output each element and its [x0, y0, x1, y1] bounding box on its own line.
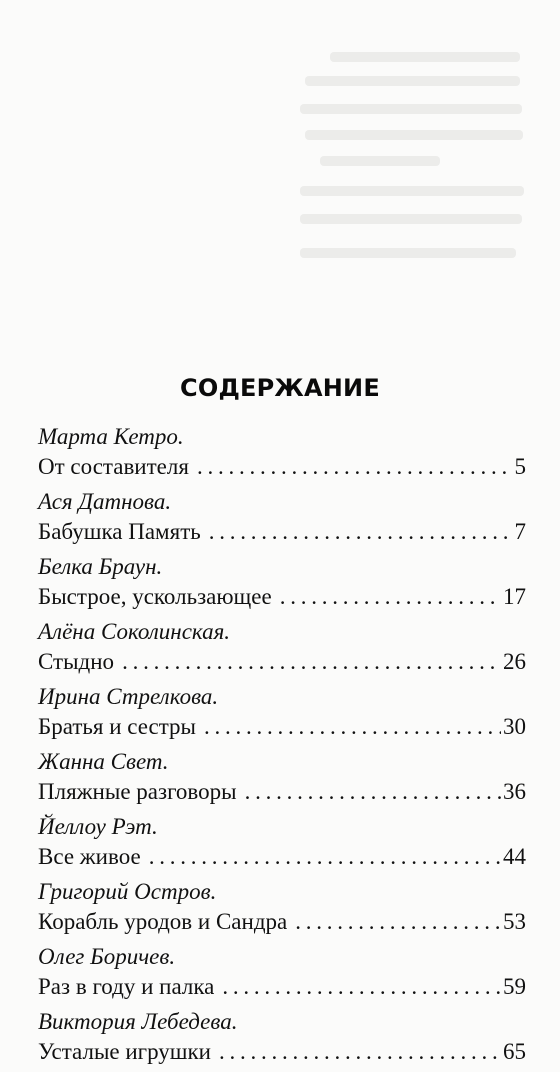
page-number: 59	[503, 974, 526, 999]
entry-title: Корабль уродов и Сандра	[38, 909, 288, 934]
page-number: 65	[503, 1039, 526, 1064]
entry-author: Олег Боричев.	[38, 944, 176, 969]
page-title: СОДЕРЖАНИЕ	[180, 374, 380, 402]
toc-entry-line[interactable]	[38, 776, 526, 808]
page-number: 53	[503, 909, 526, 934]
toc-entry-line[interactable]	[38, 646, 526, 678]
toc-item	[38, 812, 526, 873]
entry-title: Раз в году и палка	[38, 974, 215, 999]
toc-item	[38, 942, 526, 1003]
page-number: 5	[514, 454, 526, 479]
entry-title: Братья и сестры	[38, 714, 197, 739]
page-number: 17	[503, 584, 526, 609]
toc-item	[38, 1007, 526, 1068]
page-number: 44	[503, 844, 526, 869]
entry-title: От составителя	[38, 454, 189, 479]
toc-item	[38, 552, 526, 613]
dot-leader	[197, 451, 513, 483]
entry-title: Пляжные разговоры	[38, 779, 237, 804]
dot-leader	[204, 711, 501, 743]
page-number: 7	[514, 519, 526, 544]
toc-entry-line[interactable]	[38, 971, 526, 1003]
dot-leader	[295, 906, 501, 938]
entry-title: Усталые игрушки	[38, 1039, 211, 1064]
toc-entry-line[interactable]	[38, 516, 526, 548]
entry-title: Бабушка Память	[38, 519, 201, 544]
toc-item	[38, 617, 526, 678]
toc-item	[38, 877, 526, 938]
dot-leader	[222, 971, 501, 1003]
entry-title: Стыдно	[38, 649, 115, 674]
entry-author: Алёна Соколинская.	[38, 619, 231, 644]
page-number: 26	[503, 649, 526, 674]
dot-leader	[122, 646, 501, 678]
entry-author: Белка Браун.	[38, 554, 163, 579]
dot-leader	[280, 581, 501, 613]
toc-entry-line[interactable]	[38, 906, 526, 938]
entry-author: Ася Датнова.	[38, 489, 172, 514]
dot-leader	[209, 516, 513, 548]
dot-leader	[245, 776, 501, 808]
entry-author: Жанна Свет.	[38, 749, 169, 774]
entry-author: Виктория Лебедева.	[38, 1009, 238, 1034]
page-number: 36	[503, 779, 526, 804]
toc-item	[38, 422, 526, 483]
dot-leader	[219, 1036, 501, 1068]
entry-author: Ирина Стрелкова.	[38, 684, 219, 709]
toc-item	[38, 747, 526, 808]
toc-entry-line[interactable]	[38, 581, 526, 613]
toc-entry-line[interactable]	[38, 1036, 526, 1068]
page-number: 30	[503, 714, 526, 739]
entry-author: Йеллоу Рэт.	[38, 814, 158, 839]
toc-entry-line[interactable]	[38, 451, 526, 483]
toc-item	[38, 682, 526, 743]
entry-title: Быстрое, ускользающее	[38, 584, 272, 609]
show-through-background	[0, 0, 560, 300]
dot-leader	[149, 841, 501, 873]
toc-entry-line[interactable]	[38, 841, 526, 873]
entry-title: Все живое	[38, 844, 141, 869]
entry-author: Григорий Остров.	[38, 879, 217, 904]
table-of-contents	[38, 422, 526, 1072]
toc-item	[38, 487, 526, 548]
entry-author: Марта Кетро.	[38, 424, 184, 449]
toc-entry-line[interactable]	[38, 711, 526, 743]
